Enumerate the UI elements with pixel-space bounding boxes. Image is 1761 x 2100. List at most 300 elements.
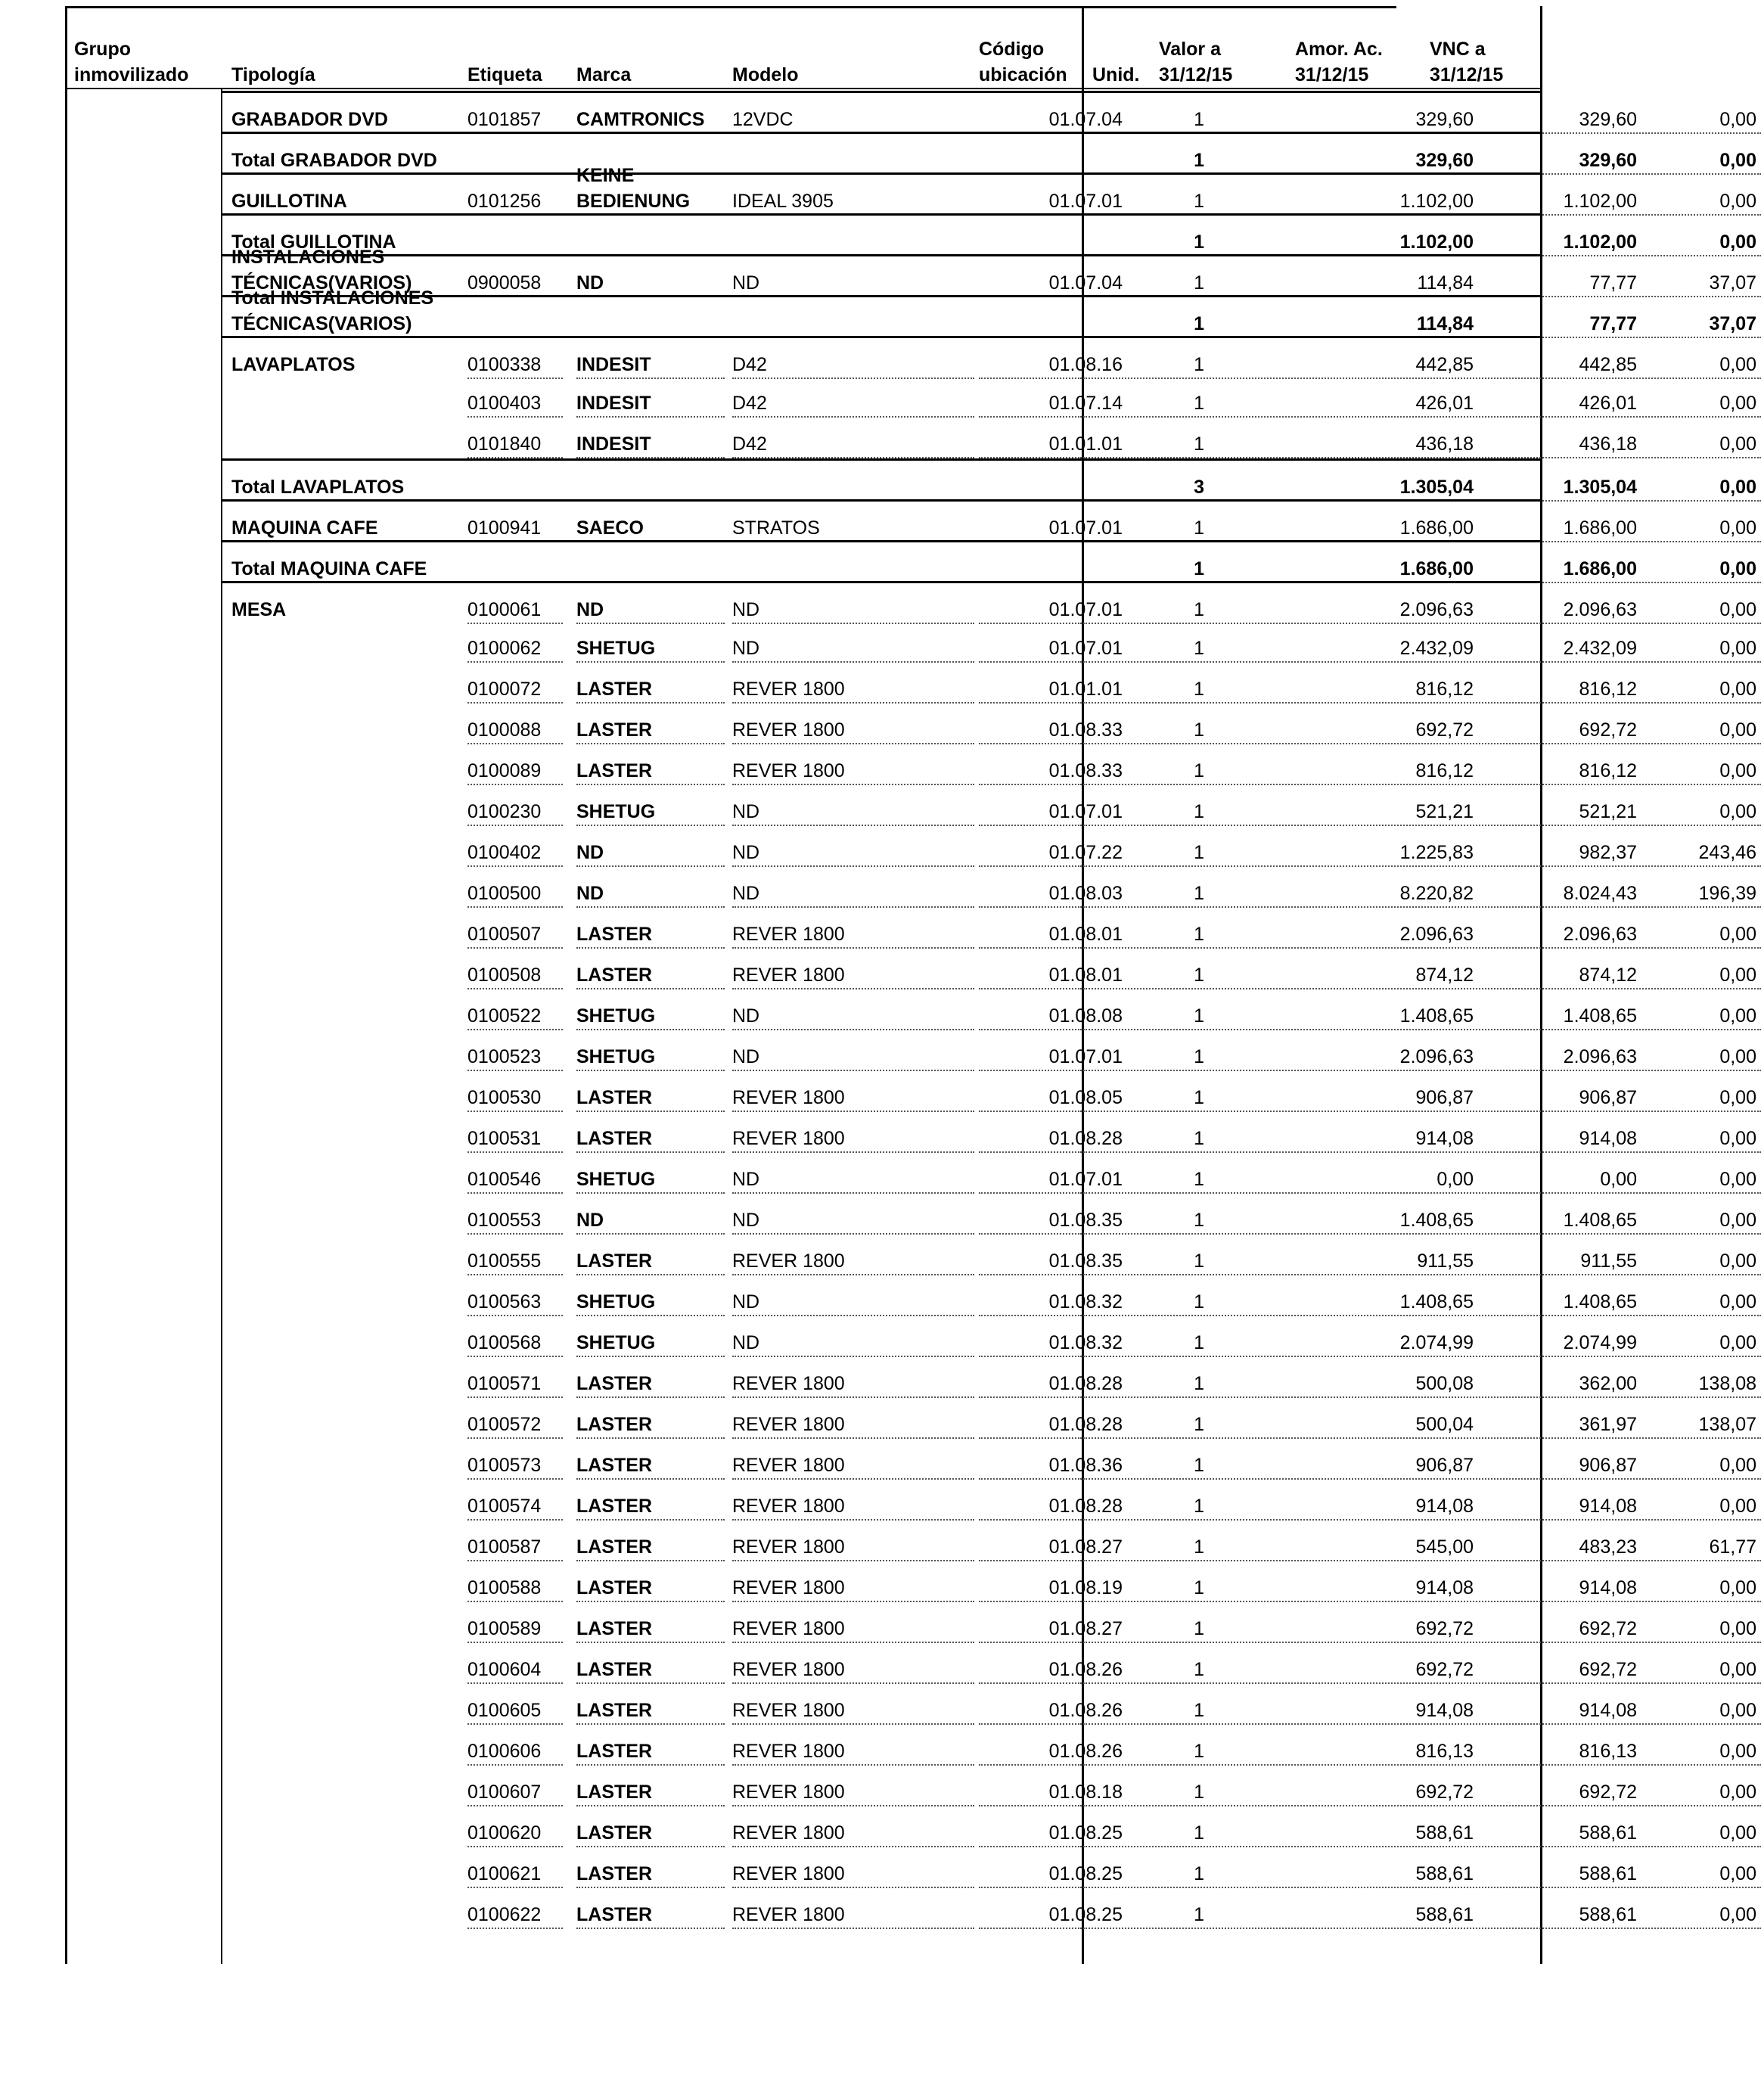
etiqueta-cell: 0100604 [467,1659,542,1680]
etiqueta-cell: 0100402 [467,842,542,863]
marca-cell: ND [576,883,604,904]
tipologia-cell: LAVAPLATOS [231,354,356,375]
marca-cell: INDESIT [576,354,651,375]
table-row [221,1480,1756,1521]
codigo-cell: 01.08.36 [1048,1455,1123,1476]
etiqueta-cell: 0100523 [467,1046,542,1067]
modelo-cell: ND [732,842,760,863]
etiqueta-cell: 0100574 [467,1496,542,1517]
codigo-cell: 01.07.01 [1048,638,1123,659]
modelo-cell: D42 [732,354,767,375]
codigo-cell: 01.07.04 [1048,272,1123,294]
table-row [221,418,1756,458]
codigo-cell: 01.08.33 [1048,719,1123,741]
etiqueta-cell: 0101857 [467,109,542,130]
header-vnc: VNC a 31/12/15 [1430,39,1504,85]
vnc-cell: 0,00 [1719,801,1756,822]
codigo-cell: 01.07.01 [1048,1169,1123,1190]
amor-cell: 874,12 [1579,965,1637,986]
etiqueta-cell: 0100573 [467,1455,542,1476]
modelo-cell: 12VDC [732,109,794,130]
tipologia-cell: GUILLOTINA [231,191,347,212]
codigo-cell: 01.07.22 [1048,842,1123,863]
modelo-cell: ND [732,801,760,822]
amor-cell: 2.074,99 [1563,1332,1637,1353]
amor-cell: 442,85 [1579,354,1637,375]
valor-cell: 906,87 [1415,1455,1474,1476]
etiqueta-cell: 0100563 [467,1291,542,1312]
amor-cell: 816,12 [1579,679,1637,700]
modelo-cell: STRATOS [732,517,820,539]
codigo-cell: 01.07.01 [1048,191,1123,212]
vnc-cell: 0,00 [1719,1822,1756,1844]
marca-cell: SHETUG [576,1046,656,1067]
etiqueta-cell: 0100089 [467,760,542,781]
unid-cell: 1 [1194,433,1204,455]
header-unid: Unid. [1092,64,1140,85]
table-row [221,1561,1756,1602]
unid-cell: 1 [1194,638,1204,659]
valor-cell: 1.102,00 [1399,191,1474,212]
amor-cell: 77,77 [1589,272,1637,294]
table-row [221,1684,1756,1725]
vnc-cell: 0,00 [1719,1250,1756,1272]
table-row [221,704,1756,744]
table-row [221,1643,1756,1684]
vnc-cell: 0,00 [1719,638,1756,659]
header-etiqueta: Etiqueta [467,64,542,85]
amor-cell: 692,72 [1579,1618,1637,1639]
valor-cell: 906,87 [1415,1087,1474,1108]
amor-cell: 914,08 [1579,1128,1637,1149]
marca-cell: ND [576,599,604,620]
marca-cell: ND [576,842,604,863]
vnc-cell: 0,00 [1719,679,1756,700]
valor-cell: 588,61 [1415,1863,1474,1884]
marca-cell: ND [576,272,604,294]
table-row [221,785,1756,826]
total-row [221,287,1756,338]
valor-cell: 1.686,00 [1399,558,1474,579]
vnc-cell: 0,00 [1719,191,1756,212]
vnc-cell: 0,00 [1719,1291,1756,1312]
marca-cell: LASTER [576,924,652,945]
table-row [221,826,1756,867]
table-row [221,744,1756,785]
header-tipologia: Tipología [231,64,315,85]
valor-cell: 1.102,00 [1399,231,1474,253]
etiqueta-cell: 0100589 [467,1618,542,1639]
marca-cell: LASTER [576,1455,652,1476]
table-row [221,1766,1756,1806]
vnc-cell: 0,00 [1719,760,1756,781]
marca-cell: KEINE BEDIENUNG [576,165,691,212]
etiqueta-cell: 0100941 [467,517,542,539]
modelo-cell: REVER 1800 [732,1659,845,1680]
table-row [221,1071,1756,1112]
marca-cell: SHETUG [576,1332,656,1353]
unid-cell: 1 [1194,150,1204,171]
amor-cell: 1.408,65 [1563,1210,1637,1231]
table-row [221,1521,1756,1561]
amor-cell: 914,08 [1579,1577,1637,1598]
modelo-cell: ND [732,1005,760,1027]
modelo-cell: ND [732,1169,760,1190]
codigo-cell: 01.08.19 [1048,1577,1123,1598]
modelo-cell: REVER 1800 [732,924,845,945]
marca-cell: ND [576,1210,604,1231]
modelo-cell: REVER 1800 [732,719,845,741]
codigo-cell: 01.08.25 [1048,1904,1123,1925]
valor-cell: 914,08 [1415,1700,1474,1721]
unid-cell: 1 [1194,1373,1204,1394]
modelo-cell: REVER 1800 [732,679,845,700]
amor-cell: 361,97 [1579,1414,1637,1435]
table-row [221,949,1756,989]
codigo-cell: 01.08.35 [1048,1210,1123,1231]
vnc-cell: 0,00 [1719,1496,1756,1517]
marca-cell: SAECO [576,517,644,539]
vnc-cell: 61,77 [1709,1536,1756,1558]
marca-cell: LASTER [576,1087,652,1108]
valor-cell: 426,01 [1415,393,1474,414]
vnc-cell: 0,00 [1719,393,1756,414]
marca-cell: INDESIT [576,433,651,455]
amor-cell: 362,00 [1579,1373,1637,1394]
valor-cell: 816,12 [1415,760,1474,781]
table-row [221,989,1756,1030]
etiqueta-cell: 0100088 [467,719,542,741]
modelo-cell: REVER 1800 [732,1863,845,1884]
etiqueta-cell: 0100568 [467,1332,542,1353]
unid-cell: 1 [1194,1005,1204,1027]
modelo-cell: REVER 1800 [732,1250,845,1272]
amor-cell: 1.305,04 [1563,477,1637,498]
marca-cell: LASTER [576,719,652,741]
marca-cell: LASTER [576,1618,652,1639]
amor-cell: 1.408,65 [1563,1291,1637,1312]
marca-cell: LASTER [576,1373,652,1394]
valor-cell: 500,04 [1415,1414,1474,1435]
vnc-cell: 0,00 [1719,109,1756,130]
codigo-cell: 01.08.25 [1048,1863,1123,1884]
codigo-cell: 01.08.18 [1048,1782,1123,1803]
unid-cell: 3 [1194,477,1204,498]
etiqueta-cell: 0100403 [467,393,542,414]
unid-cell: 1 [1194,1169,1204,1190]
modelo-cell: REVER 1800 [732,1700,845,1721]
codigo-cell: 01.08.28 [1048,1414,1123,1435]
etiqueta-cell: 0100572 [467,1414,542,1435]
amor-cell: 914,08 [1579,1700,1637,1721]
modelo-cell: ND [732,883,760,904]
vnc-cell: 0,00 [1719,1659,1756,1680]
amor-cell: 906,87 [1579,1455,1637,1476]
modelo-cell: REVER 1800 [732,1496,845,1517]
modelo-cell: REVER 1800 [732,1087,845,1108]
amor-cell: 588,61 [1579,1863,1637,1884]
valor-cell: 816,13 [1415,1741,1474,1762]
table-row [221,499,1756,542]
table-row [221,1235,1756,1275]
unid-cell: 1 [1194,1904,1204,1925]
codigo-cell: 01.08.03 [1048,883,1123,904]
table-row [221,663,1756,704]
unid-cell: 1 [1194,599,1204,620]
vnc-cell: 243,46 [1698,842,1756,863]
valor-cell: 2.432,09 [1399,638,1474,659]
table-row [221,1030,1756,1071]
table-row [221,1888,1756,1929]
modelo-cell: ND [732,599,760,620]
table-row [221,867,1756,908]
unid-cell: 1 [1194,1128,1204,1149]
amor-cell: 1.102,00 [1563,231,1637,253]
vnc-cell: 37,07 [1709,272,1756,294]
amor-cell: 2.096,63 [1563,1046,1637,1067]
vnc-cell: 0,00 [1719,150,1756,171]
marca-cell: SHETUG [576,638,656,659]
etiqueta-cell: 0100588 [467,1577,542,1598]
header-amor: Amor. Ac. 31/12/15 [1295,39,1383,85]
codigo-cell: 01.07.01 [1048,1046,1123,1067]
unid-cell: 1 [1194,393,1204,414]
unid-cell: 1 [1194,801,1204,822]
marca-cell: SHETUG [576,801,656,822]
amor-cell: 816,12 [1579,760,1637,781]
marca-cell: SHETUG [576,1169,656,1190]
unid-cell: 1 [1194,1782,1204,1803]
table-row [221,1153,1756,1194]
valor-cell: 1.225,83 [1399,842,1474,863]
marca-cell: LASTER [576,965,652,986]
amor-cell: 692,72 [1579,1659,1637,1680]
etiqueta-cell: 0101840 [467,433,542,455]
valor-cell: 1.408,65 [1399,1210,1474,1231]
amor-cell: 906,87 [1579,1087,1637,1108]
modelo-cell: ND [732,1332,760,1353]
unid-cell: 1 [1194,1496,1204,1517]
codigo-cell: 01.08.26 [1048,1659,1123,1680]
unid-cell: 1 [1194,842,1204,863]
etiqueta-cell: 0100555 [467,1250,542,1272]
etiqueta-cell: 0100587 [467,1536,542,1558]
unid-cell: 1 [1194,1741,1204,1762]
marca-cell: LASTER [576,1782,652,1803]
marca-cell: LASTER [576,1414,652,1435]
amor-cell: 588,61 [1579,1904,1637,1925]
vnc-cell: 0,00 [1719,1005,1756,1027]
modelo-cell: REVER 1800 [732,965,845,986]
codigo-cell: 01.08.28 [1048,1373,1123,1394]
valor-cell: 874,12 [1415,965,1474,986]
vnc-cell: 0,00 [1719,477,1756,498]
marca-cell: LASTER [576,1659,652,1680]
vnc-cell: 0,00 [1719,558,1756,579]
unid-cell: 1 [1194,1659,1204,1680]
valor-cell: 436,18 [1415,433,1474,455]
unid-cell: 1 [1194,272,1204,294]
valor-cell: 8.220,82 [1399,883,1474,904]
marca-cell: LASTER [576,1904,652,1925]
etiqueta-cell: 0900058 [467,272,542,294]
total-row [221,213,1756,256]
total-row [221,458,1756,502]
valor-cell: 1.305,04 [1399,477,1474,498]
valor-cell: 1.408,65 [1399,1291,1474,1312]
table-row [221,1847,1756,1888]
unid-cell: 1 [1194,1332,1204,1353]
amor-cell: 77,77 [1589,313,1637,334]
marca-cell: LASTER [576,1536,652,1558]
valor-cell: 816,12 [1415,679,1474,700]
marca-cell: CAMTRONICS [576,109,705,130]
modelo-cell: REVER 1800 [732,1618,845,1639]
header-grupo: Grupo inmovilizado [74,39,189,85]
vnc-cell: 0,00 [1719,924,1756,945]
codigo-cell: 01.08.33 [1048,760,1123,781]
etiqueta-cell: 0100553 [467,1210,542,1231]
vnc-cell: 0,00 [1719,1169,1756,1190]
valor-cell: 545,00 [1415,1536,1474,1558]
unid-cell: 1 [1194,231,1204,253]
modelo-cell: REVER 1800 [732,1373,845,1394]
header-marca: Marca [576,64,632,85]
unid-cell: 1 [1194,191,1204,212]
unid-cell: 1 [1194,1536,1204,1558]
valor-cell: 2.096,63 [1399,599,1474,620]
modelo-cell: REVER 1800 [732,1536,845,1558]
amor-cell: 8.024,43 [1563,883,1637,904]
codigo-cell: 01.08.28 [1048,1496,1123,1517]
vnc-cell: 0,00 [1719,1741,1756,1762]
etiqueta-cell: 0100061 [467,599,542,620]
tipologia-cell: INSTALACIONES TÉCNICAS(VARIOS) [231,247,412,294]
modelo-cell: REVER 1800 [732,1822,845,1844]
unid-cell: 1 [1194,1455,1204,1476]
unid-cell: 1 [1194,109,1204,130]
vnc-cell: 0,00 [1719,1904,1756,1925]
vnc-cell: 0,00 [1719,433,1756,455]
codigo-cell: 01.07.04 [1048,109,1123,130]
modelo-cell: REVER 1800 [732,1741,845,1762]
modelo-cell: ND [732,638,760,659]
unid-cell: 1 [1194,558,1204,579]
codigo-cell: 01.08.27 [1048,1618,1123,1639]
valor-cell: 1.686,00 [1399,517,1474,539]
etiqueta-cell: 0100622 [467,1904,542,1925]
table-row [221,1275,1756,1316]
modelo-cell: ND [732,1291,760,1312]
amor-cell: 914,08 [1579,1496,1637,1517]
codigo-cell: 01.07.01 [1048,801,1123,822]
valor-cell: 588,61 [1415,1904,1474,1925]
modelo-cell: REVER 1800 [732,1577,845,1598]
table-row [221,1112,1756,1153]
valor-cell: 442,85 [1415,354,1474,375]
vnc-cell: 0,00 [1719,1618,1756,1639]
vnc-cell: 0,00 [1719,1087,1756,1108]
tipologia-cell: MAQUINA CAFE [231,517,378,539]
modelo-cell: REVER 1800 [732,1414,845,1435]
unid-cell: 1 [1194,1618,1204,1639]
table-row [221,1725,1756,1766]
table-row [221,377,1756,418]
amor-cell: 436,18 [1579,433,1637,455]
codigo-cell: 01.07.01 [1048,599,1123,620]
valor-cell: 914,08 [1415,1577,1474,1598]
etiqueta-cell: 0100571 [467,1373,542,1394]
vnc-cell: 0,00 [1719,1455,1756,1476]
etiqueta-cell: 0100607 [467,1782,542,1803]
unid-cell: 1 [1194,1700,1204,1721]
amor-cell: 911,55 [1580,1250,1637,1272]
marca-cell: LASTER [576,1822,652,1844]
vnc-cell: 0,00 [1719,354,1756,375]
marca-cell: LASTER [576,760,652,781]
modelo-cell: ND [732,272,760,294]
modelo-cell: IDEAL 3905 [732,191,834,212]
codigo-cell: 01.08.26 [1048,1700,1123,1721]
table-row [221,1357,1756,1398]
unid-cell: 1 [1194,1291,1204,1312]
amor-cell: 588,61 [1579,1822,1637,1844]
modelo-cell: ND [732,1046,760,1067]
codigo-cell: 01.08.32 [1048,1291,1123,1312]
unid-cell: 1 [1194,883,1204,904]
modelo-cell: D42 [732,393,767,414]
codigo-cell: 01.08.25 [1048,1822,1123,1844]
vnc-cell: 0,00 [1719,1046,1756,1067]
header-codigo: Código ubicación [979,39,1067,85]
etiqueta-cell: 0100338 [467,354,542,375]
amor-cell: 1.686,00 [1563,558,1637,579]
vnc-cell: 0,00 [1719,517,1756,539]
total-label: Total MAQUINA CAFE [231,558,427,579]
table-row [221,622,1756,663]
unid-cell: 1 [1194,965,1204,986]
valor-cell: 329,60 [1415,150,1474,171]
vnc-cell: 0,00 [1719,1782,1756,1803]
etiqueta-cell: 0100522 [467,1005,542,1027]
marca-cell: LASTER [576,1863,652,1884]
valor-cell: 329,60 [1415,109,1474,130]
amor-cell: 329,60 [1579,150,1637,171]
etiqueta-cell: 0100530 [467,1087,542,1108]
unid-cell: 1 [1194,1250,1204,1272]
unid-cell: 1 [1194,313,1204,334]
codigo-cell: 01.08.01 [1048,924,1123,945]
valor-cell: 114,84 [1417,272,1474,294]
vnc-cell: 0,00 [1719,965,1756,986]
valor-cell: 692,72 [1415,1782,1474,1803]
codigo-cell: 01.08.27 [1048,1536,1123,1558]
dotted-rule [979,1928,1082,1929]
vnc-cell: 0,00 [1719,1128,1756,1149]
valor-cell: 500,08 [1415,1373,1474,1394]
valor-cell: 2.074,99 [1399,1332,1474,1353]
vnc-cell: 138,08 [1698,1373,1756,1394]
vnc-cell: 0,00 [1719,1700,1756,1721]
unid-cell: 1 [1194,760,1204,781]
etiqueta-cell: 0100072 [467,679,542,700]
modelo-cell: REVER 1800 [732,1904,845,1925]
marca-cell: INDESIT [576,393,651,414]
header-modelo: Modelo [732,64,799,85]
unid-cell: 1 [1194,1822,1204,1844]
codigo-cell: 01.07.01 [1048,517,1123,539]
codigo-cell: 01.08.08 [1048,1005,1123,1027]
